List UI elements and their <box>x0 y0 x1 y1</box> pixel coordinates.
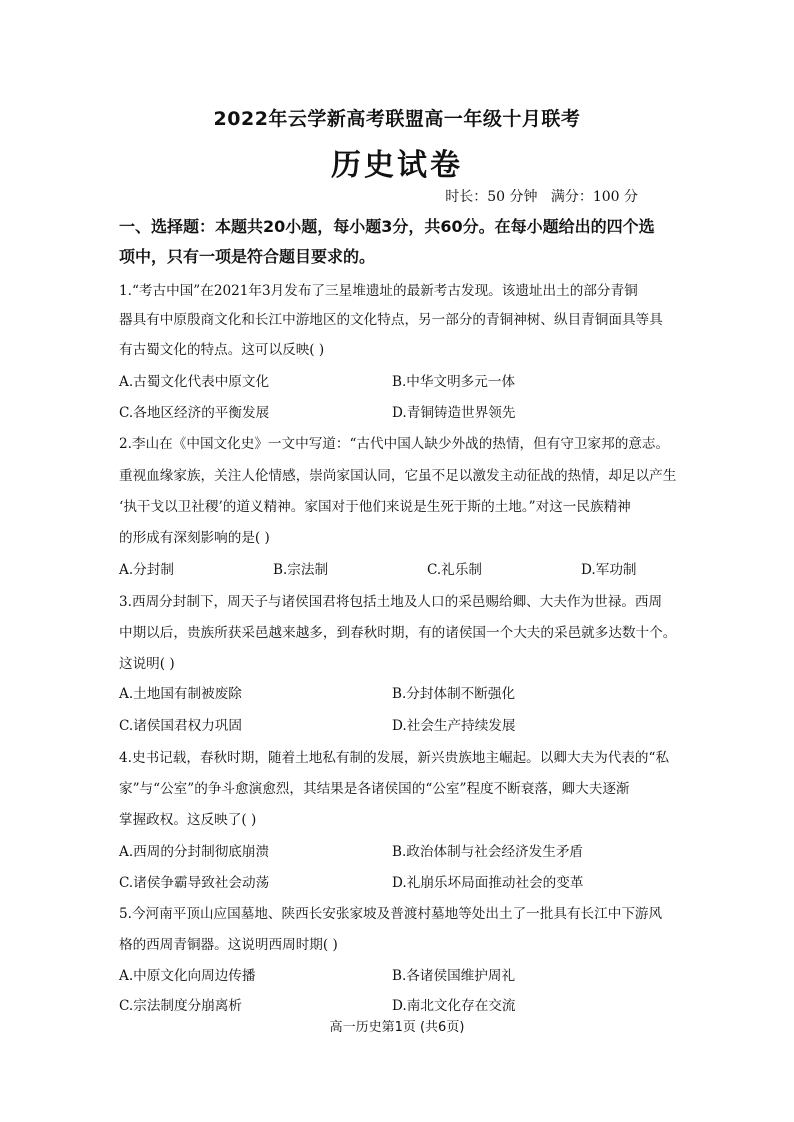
question-1-line-2: 器具有中原殷商文化和长江中游地区的文化特点，另一部分的青铜神树、纵目青铜面具等具 <box>119 312 663 328</box>
subject-title: 历史试卷 <box>331 148 463 183</box>
question-2-line-4: 的形成有深刻影响的是( ) <box>119 530 270 546</box>
question-2-option-a[interactable]: A.分封制 <box>119 562 174 578</box>
question-3-option-b[interactable]: B.分封体制不断强化 <box>392 686 516 702</box>
question-5-option-b[interactable]: B.各诸侯国维护周礼 <box>392 968 516 984</box>
section-instruction-line-2: 项中，只有一项是符合题目要求的。 <box>119 247 376 266</box>
question-2-option-d[interactable]: D.军功制 <box>581 562 637 578</box>
question-5-option-c[interactable]: C.宗法制度分崩离析 <box>119 998 242 1014</box>
question-3-line-3: 这说明( ) <box>119 656 175 672</box>
page-footer: 高一历史第1页 (共6页) <box>329 1020 465 1035</box>
question-5-line-2: 格的西周青铜器。这说明西周时期( ) <box>119 937 338 953</box>
question-2-option-c[interactable]: C.礼乐制 <box>427 562 483 578</box>
question-1-line-3: 有古蜀文化的特点。这可以反映( ) <box>119 342 325 358</box>
question-3-line-1: 3.西周分封制下，周天子与诸侯国君将包括土地及人口的采邑赐给卿、大夫作为世禄。西周 <box>119 594 663 610</box>
question-3-option-c[interactable]: C.诸侯国君权力巩固 <box>119 718 242 734</box>
question-1-line-1: 1.“考古中国”在2021年3月发布了三星堆遗址的最新考古发现。该遗址出土的部分青铜 <box>119 283 638 299</box>
question-2-option-b[interactable]: B.宗法制 <box>273 562 329 578</box>
question-5-option-a[interactable]: A.中原文化向周边传播 <box>119 968 256 984</box>
exam-duration-score: 时长：50 分钟 满分：100 分 <box>445 189 638 205</box>
question-2-line-1: 2.李山在《中国文化史》一文中写道：“古代中国人缺少外战的热情，但有守卫家邦的意志。 <box>119 436 670 452</box>
question-1-option-d[interactable]: D.青铜铸造世界领先 <box>392 405 516 421</box>
question-3-line-2: 中期以后，贵族所获采邑越来越多，到春秋时期，有的诸侯国一个大夫的采邑就多达数十个。 <box>119 625 677 641</box>
question-4-option-d[interactable]: D.礼崩乐坏局面推动社会的变革 <box>392 875 584 891</box>
question-4-option-b[interactable]: B.政治体制与社会经济发生矛盾 <box>392 844 584 860</box>
question-4-line-3: 掌握政权。这反映了( ) <box>119 812 257 828</box>
question-4-option-a[interactable]: A.西周的分封制彻底崩溃 <box>119 844 270 860</box>
question-2-line-2: 重视血缘家族，关注人伦情感，崇尚家国认同，它虽不足以激发主动征战的热情，却足以产生 <box>119 468 677 484</box>
question-5-line-1: 5.今河南平顶山应国墓地、陕西长安张家坡及普渡村墓地等处出土了一批具有长江中下游风 <box>119 906 663 922</box>
exam-title: 2022年云学新高考联盟高一年级十月联考 <box>213 108 581 130</box>
question-4-line-2: 家”与“公室”的争斗愈演愈烈，其结果是各诸侯国的“公室”程度不断衰落，卿大夫逐渐 <box>119 781 630 797</box>
question-1-option-a[interactable]: A.古蜀文化代表中原文化 <box>119 374 270 390</box>
question-1-option-c[interactable]: C.各地区经济的平衡发展 <box>119 405 270 421</box>
question-3-option-a[interactable]: A.土地国有制被废除 <box>119 686 242 702</box>
section-instruction-line-1: 一、选择题：本题共20小题，每小题3分，共60分。在每小题给出的四个选 <box>119 217 655 236</box>
question-4-line-1: 4.史书记载，春秋时期，随着土地私有制的发展，新兴贵族地主崛起。以卿大夫为代表的“私 <box>119 750 670 766</box>
question-5-option-d[interactable]: D.南北文化存在交流 <box>392 998 516 1014</box>
question-4-option-c[interactable]: C.诸侯争霸导致社会动荡 <box>119 875 270 891</box>
question-1-option-b[interactable]: B.中华文明多元一体 <box>392 374 516 390</box>
question-3-option-d[interactable]: D.社会生产持续发展 <box>392 718 516 734</box>
question-2-line-3: ‘执干戈以卫社稷’的道义精神。家国对于他们来说是生死于斯的土地。”对这一民族精神 <box>119 499 631 515</box>
